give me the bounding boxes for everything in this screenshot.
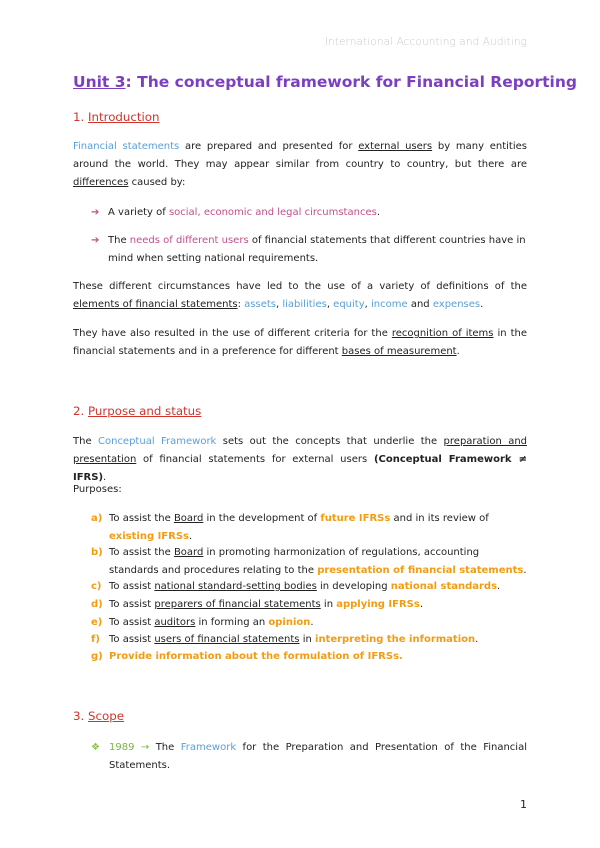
section-heading-scope: 3. Scope bbox=[73, 709, 124, 723]
purposes-label: Purposes: bbox=[73, 484, 122, 495]
diamond-bullet-icon: ❖ bbox=[91, 742, 100, 753]
page-number: 1 bbox=[520, 798, 527, 811]
arrow-icon: ➔ bbox=[91, 207, 100, 218]
arrow-icon: ➔ bbox=[91, 235, 100, 246]
section-heading-purpose: 2. Purpose and status bbox=[73, 404, 202, 418]
unit-title-text: : The conceptual framework for Financial Reporting bbox=[125, 73, 577, 91]
document-page: International Accounting and Auditing Unit 3: The conceptual framework for Financial Reporting 1. Introduction Financial statements are prepared and presented for external users by many entities around the world. They may appear similar from country to country, but there are differences caused by: ➔ A variety of social, economic and legal circumstances. ➔ The needs of different users of financial statements that different countries have in mind when setting national requirements. These different circumstances have led to the use of a variety of definitions of the elements of financial statements: assets, liabilities, equity, income and expenses. They have also resulted in the use of different criteria for the recognition of items in the financial statements and in a preference for different bases of measurement. 2. Purpose and status The Conceptual Framework sets out the concepts that underlie the preparation and presentation of financial statements for external users (Conceptual Framework ≠ IFRS). Purposes: a) To assist the Board in the development of future IFRSs and in its review of existing IFRSs. b) To assist the Board in promoting harmonization of regulations, accounting standards and procedures relating to the presentation of financial statements. c) To assist national standard-setting bodies in developing national standards. d) To assist preparers of financial statements in applying IFRSs. e) To assist auditors in forming an opinion. f) To assist users of financial statements in interpreting the information. g) Provide information about the formulation of IFRSs. 3. Scope ❖ 1989 → The Framework for the Preparation and Presentation of the Financial Statements. 1 bbox=[73, 36, 577, 811]
intro-paragraph-2: These different circumstances have led to the use of a variety of definitions of the elements of financial statements: assets, liabilities, equity, income and expenses. bbox=[73, 281, 527, 310]
running-header: International Accounting and Auditing bbox=[324, 36, 527, 48]
purpose-paragraph: The Conceptual Framework sets out the concepts that underlie the preparation and presentation of financial statements for external users (Conceptual Framework ≠ IFRS). bbox=[73, 436, 528, 483]
unit-label: Unit 3 bbox=[73, 73, 126, 91]
page-title bbox=[73, 73, 577, 91]
intro-paragraph-1: Financial statements are prepared and presented for external users by many entities around the world. They may appear similar from country to country, but there are differences caused by: bbox=[73, 141, 527, 188]
intro-paragraph-3: They have also resulted in the use of different criteria for the recognition of items in the financial statements and in a preference for different bases of measurement. bbox=[73, 328, 528, 357]
section-heading-introduction: 1. Introduction bbox=[73, 110, 160, 124]
